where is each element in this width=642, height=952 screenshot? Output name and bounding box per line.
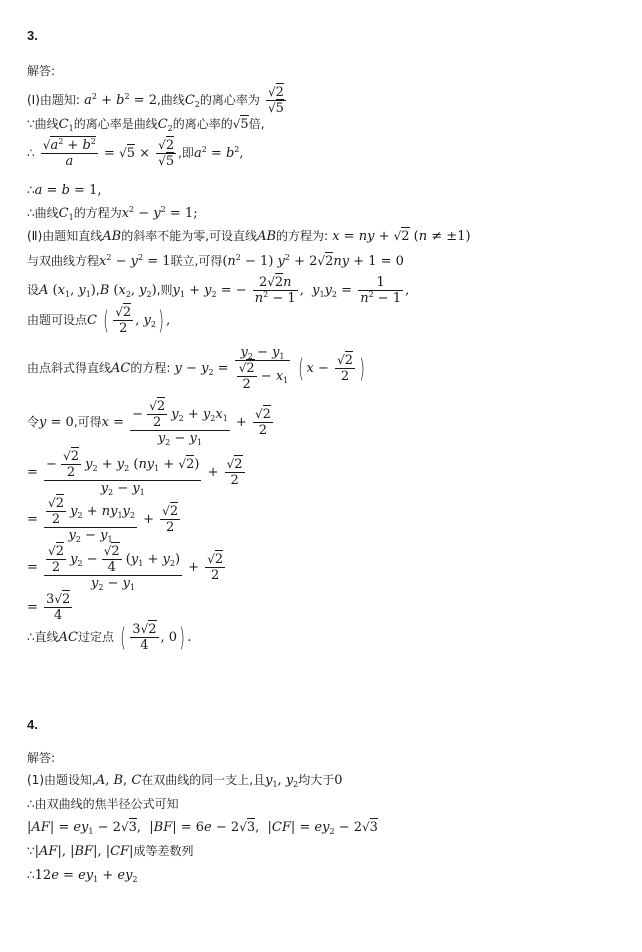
p4-line-1: (1)由题设知,A, B, C在双曲线的同一支上,且$y_1$, $y_2$均大于0	[27, 773, 343, 789]
p3-line-11: 令y = 0,可得x = − $\frac{√2}{2}$ $y_2 + y_2x_1$ $y_2 - y_1$ + $\frac{√2}{2}$	[27, 399, 271, 447]
p3-line-4: ∴a = b = 1,	[27, 183, 102, 198]
p3-line-15: = $\frac{3√2}{4}$	[27, 592, 71, 623]
problem-4-number: 4.	[27, 717, 38, 732]
problem-3-answer-label: 解答:	[27, 64, 56, 78]
p3-line-6: (Ⅱ)由题知直线AB的斜率不能为零,可设直线AB的方程为: x = ny + √2 (n ≠ ±1)	[27, 229, 471, 244]
p3-line-8: 设A ($x_1$, $y_1),B$ ($x_2$, $y_2$),则$y_1 + y_2$ = − $\frac{2√2n}{n^2 - 1}$ , $y_1y_2$ = $\frac{1}{n^2 - 1}$ ,	[27, 275, 410, 306]
p3-line-1: (Ⅰ)由题知: $a^2 + b^2 = 2$,曲线$C_2$的离心率为 $\frac{√2}{√5}$	[27, 85, 284, 116]
p4-line-4: ∵|AF|, |BF|, |CF|成等差数列	[27, 844, 194, 859]
problem-4-answer-label: 解答:	[27, 751, 56, 765]
p3-line-3: ∴ $\frac{√a^2 + b^2}{a}$ = √5 × $\frac{√2}{√5}$ ,即$a^2 = b^2$,	[27, 137, 244, 169]
p3-line-9: 由题可设点C ( $\frac{√2}{2}$ , $y_2$) ,	[27, 305, 171, 336]
p4-line-2: ∴由双曲线的焦半径公式可知	[27, 797, 179, 811]
p3-line-5: ∴曲线$C_1$的方程为$x^2 - y^2 = 1$;	[27, 205, 198, 222]
p3-line-12: = − $\frac{√2}{2}$ $y_2 + y_2$ $(ny_1 + √2)$ $y_2 - y_1$ + $\frac{√2}{2}$	[27, 449, 243, 497]
problem-3-number: 3.	[27, 28, 38, 43]
p3-line-10: 由点斜式得直线AC的方程: $y - y_2$ = $y_2 - y_1$ $\frac{√2}{2}$ − $x_1$ ( x − $\frac{√2}{2}$ )	[27, 345, 365, 392]
p3-line-13: = $\frac{√2}{2}$ $y_2 + ny_1y_2$ $y_2 - y_1$ + $\frac{√2}{2}$	[27, 496, 179, 544]
p3-line-14: = $\frac{√2}{2}$ $y_2$ − $\frac{√2}{4}$ $(y_1 + y_2)$ $y_2 - y_1$ + $\frac{√2}{2}$	[27, 544, 224, 592]
p3-line-7: 与双曲线方程$x^2 - y^2 = 1$联立,可得$(n^2 - 1) y^2 + 2√2ny + 1 = 0$	[27, 253, 404, 269]
p3-line-16: ∴直线AC过定点 ( $\frac{3√2}{4}$ , 0) .	[27, 622, 192, 653]
p4-line-3: $|AF| = ey_1 - 2√3$, |BF| = 6e − 2√3, $|CF| = ey_2 - 2√3$	[27, 820, 378, 836]
p3-line-2: ∵曲线$C_1$的离心率是曲线$C_2$的离心率的√5倍,	[27, 117, 265, 133]
p4-line-5: ∴12e = $ey_1 + ey_2$	[27, 868, 138, 884]
